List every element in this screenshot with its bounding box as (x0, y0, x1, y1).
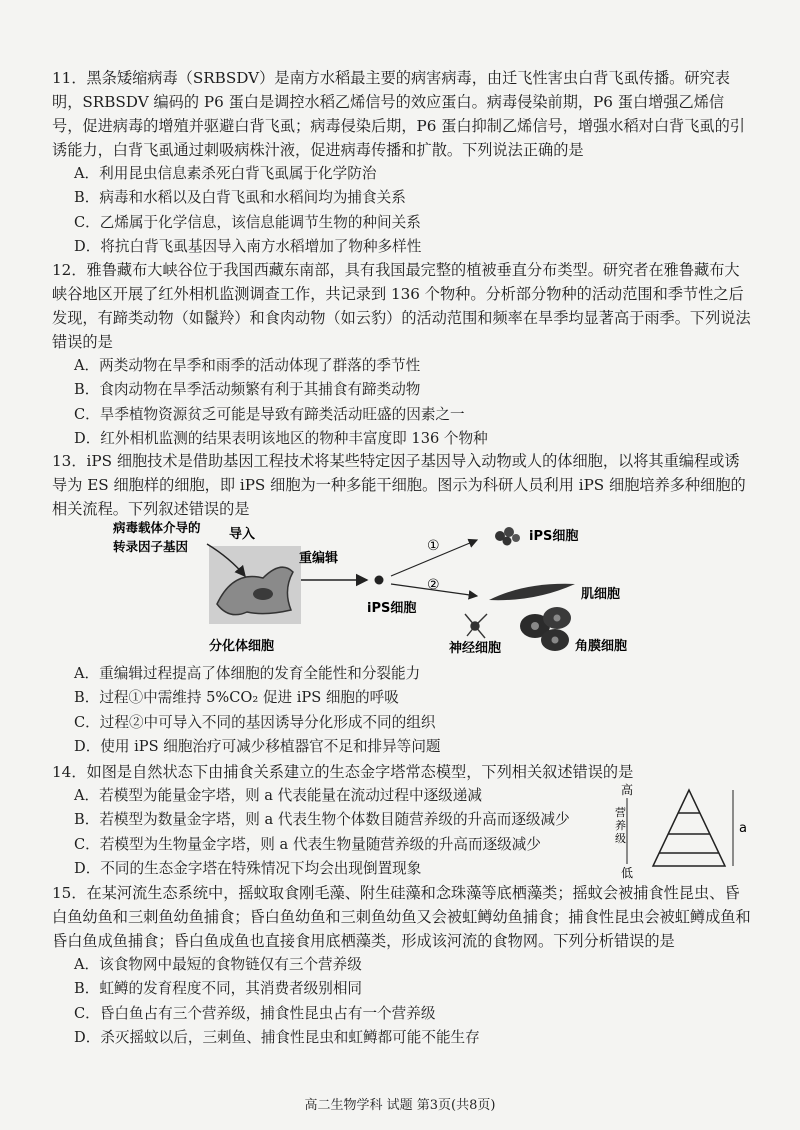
option-d: D．使用 iPS 细胞治疗可减少移植器官不足和排异等问题 (74, 738, 441, 756)
question-stem: 11．黑条矮缩病毒（SRBSDV）是南方水稻最主要的病害病毒，由迁飞性害虫白背飞虱传播。研究表明，SRBSDV 编码的 P6 蛋白是调控水稻乙烯信号的效应蛋白。病毒侵染前期，P6 蛋白增强乙烯信号，促进病毒的增殖并驱避白背飞虱；病毒侵染后期，P6 蛋白抑制乙烯信号，增强水稻对白背飞虱的引诱能力，白背飞虱通过刺吸病株汁液，促进病毒传播和扩散。下列说法正确的是 (52, 69, 745, 159)
vector-label-line2: 转录因子基因 (113, 539, 189, 554)
process-1-marker: ① (427, 538, 440, 554)
vector-label-line1: 病毒载体介导的 (113, 520, 201, 535)
muscle-cell-icon (489, 584, 575, 600)
question-14 (52, 760, 692, 882)
low-label: 低 (621, 866, 634, 880)
question-15 (52, 881, 752, 1051)
option-d: D．将抗白背飞虱基因导入南方水稻增加了物种多样性 (74, 238, 422, 256)
muscle-cell-label: 肌细胞 (581, 587, 621, 602)
option-a: A．重编辑过程提高了体细胞的发育全能性和分裂能力 (74, 665, 421, 682)
option-c: C．旱季植物资源贫乏可能是导致有蹄类活动旺盛的因素之一 (74, 405, 465, 423)
axis-label-char: 营 (615, 806, 626, 819)
nucleus-icon (253, 588, 273, 600)
option-c: C．过程②中可导入不同的基因诱导分化形成不同的组织 (74, 713, 436, 731)
option-d: D．不同的生态金字塔在特殊情况下均会出现倒置现象 (74, 860, 422, 878)
page-footer: 高二生物学科 试题 第3页(共8页) (304, 1098, 496, 1113)
option-a: A．利用昆虫信息素杀死白背飞虱属于化学防治 (74, 165, 377, 182)
ips-flow-diagram (105, 518, 665, 660)
trophic-axis-label (615, 805, 626, 845)
option-b: B．食肉动物在旱季活动频繁有利于其捕食有蹄类动物 (74, 381, 421, 399)
option-d: D．杀灭摇蚊以后，三刺鱼、捕食性昆虫和虹鳟都可能不能生存 (74, 1029, 480, 1047)
pyramid-outline (653, 790, 725, 866)
question-stem: 14．如图是自然状态下由捕食关系建立的生态金字塔常态模型，下列相关叙述错误的是 (52, 763, 634, 781)
ips-cell-dot (375, 576, 384, 585)
option-c: C．昏白鱼占有三个营养级，捕食性昆虫占有一个营养级 (74, 1004, 436, 1022)
question-stem: 15．在某河流生态系统中，摇蚊取食刚毛藻、附生硅藻和念珠藻等底栖藻类；摇蚊会被捕食性昆虫、昏白鱼幼鱼和三刺鱼幼鱼捕食；昏白鱼幼鱼和三刺鱼幼鱼又会被虹鳟幼鱼捕食；捕食性昆虫会被虹鳟成鱼和昏白鱼成鱼捕食；昏白鱼成鱼也直接食用底栖藻类，形成该河流的食物网。下列分析错误的是 (52, 884, 751, 950)
axis-label-char: 养 (615, 819, 626, 832)
option-b: B．过程①中需维持 5%CO₂ 促进 iPS 细胞的呼吸 (74, 689, 399, 707)
high-label: 高 (621, 783, 634, 797)
neuron-label: 神经细胞 (449, 641, 502, 656)
ips-cell-label: iPS细胞 (367, 601, 417, 616)
question-13 (52, 449, 752, 521)
option-a: A．若模型为能量金字塔，则 a 代表能量在流动过程中逐级递减 (74, 787, 482, 804)
ecological-pyramid (615, 782, 755, 880)
cornea-label: 角膜细胞 (575, 639, 628, 654)
ips-result-label: iPS细胞 (529, 529, 579, 544)
option-c: C．若模型为生物量金字塔，则 a 代表生物量随营养级的升高而逐级减少 (74, 835, 541, 853)
axis-label-char: 级 (615, 832, 626, 845)
process-2-marker: ② (427, 577, 440, 593)
somatic-cell-label: 分化体细胞 (209, 639, 275, 654)
question-stem: 12．雅鲁藏布大峡谷位于我国西藏东南部，具有我国最完整的植被垂直分布类型。研究者在雅鲁藏布大峡谷地区开展了红外相机监测调查工作，共记录到 136 个物种。分析部分物种的活动范围和季节性之后发现，有蹄类动物（如鬣羚）和食肉动物（如云豹）的活动范围和频率在旱季均显著高于雨季。下列说法错误的是 (52, 261, 751, 351)
question-13-options (52, 662, 752, 760)
option-a: A．该食物网中最短的食物链仅有三个营养级 (74, 956, 362, 973)
question-12 (52, 258, 752, 452)
option-a: A．两类动物在旱季和雨季的活动体现了群落的季节性 (74, 357, 421, 374)
cornea-cells-icon (520, 607, 571, 651)
question-stem: 13．iPS 细胞技术是借助基因工程技术将某些特定因子基因导入动物或人的体细胞，以将其重编程或诱导为 ES 细胞样的细胞，即 iPS 细胞为一种多能干细胞。图示为科研人员利用 iPS 细胞培养多种细胞的相关流程。下列叙述错误的是 (52, 452, 746, 518)
option-b: B．若模型为数量金字塔，则 a 代表生物个体数目随营养级的升高而逐级减少 (74, 811, 570, 829)
ips-colony-icon (495, 527, 520, 546)
a-label: a (739, 821, 747, 836)
neuron-icon (465, 614, 487, 638)
question-11 (52, 66, 752, 260)
import-label: 导入 (229, 527, 256, 542)
option-c: C．乙烯属于化学信息，该信息能调节生物的种间关系 (74, 213, 421, 231)
option-b: B．虹鳟的发育程度不同，其消费者级别相同 (74, 980, 363, 998)
option-d: D．红外相机监测的结果表明该地区的物种丰富度即 136 个物种 (74, 430, 488, 448)
reprogram-label: 重编辑 (299, 551, 339, 566)
option-b: B．病毒和水稻以及白背飞虱和水稻间均为捕食关系 (74, 189, 406, 207)
